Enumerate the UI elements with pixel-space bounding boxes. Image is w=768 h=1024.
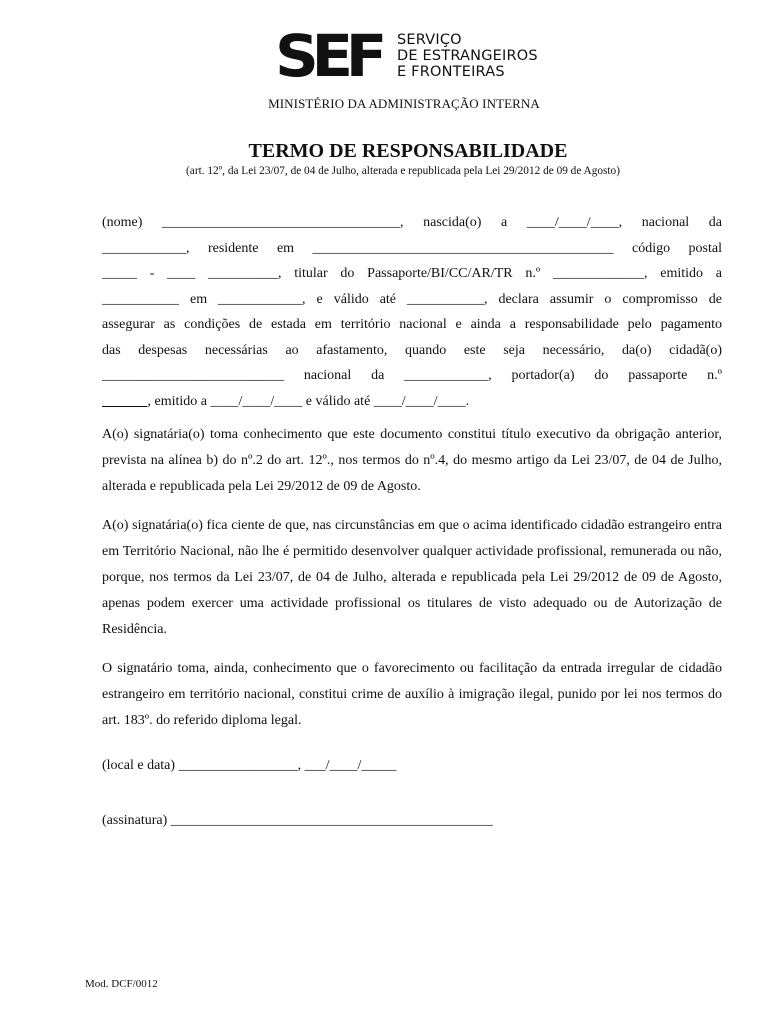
agency-line: SERVIÇO: [397, 32, 462, 48]
signature-field: (assinatura) ______________________________________________: [102, 813, 493, 828]
agency-line: E FRONTEIRAS: [397, 64, 505, 80]
agency-line: DE ESTRANGEIROS: [397, 48, 538, 64]
form-line-text: , emitido a ____/____/____ e válido até ____/____/____.: [147, 393, 470, 409]
paragraph-work-restriction: A(o) signatária(o) fica ciente de que, nas circunstâncias em que o acima identificado cidadão estrangeiro entra em Território Nacional, não lhe é permitido desenvolver qualquer actividade profissional, remunerada ou não, porque, nos termos da Lei 23/07, de 04 de Julho, alterada e republicada pela Lei 29/2012 de 09 de Agosto, apenas podem exercer uma actividade profissional os titulares de visto adequado ou de Autorização de Residência.: [102, 518, 722, 637]
paragraph-executive-title: A(o) signatária(o) toma conhecimento que este documento constitui título executivo da obrigação anterior, prevista na alínea b) do nº.2 do art. 12º., nos termos do nº.4, do mesmo artigo da Lei 23/07, de 04 de Julho, alterada e republicada pela Lei 29/2012 de 09 de Agosto.: [102, 427, 722, 494]
form-line: ____________, residente em ___________________________________________ código postal: [102, 240, 722, 256]
sef-logo-mark: SEF: [275, 22, 381, 90]
paragraph-illegal-immigration: O signatário toma, ainda, conhecimento que o favorecimento ou facilitação da entrada irregular de cidadão estrangeiro em território nacional, constitui crime de auxílio à imigração ilegal, punido por lei nos termos do art. 183º. do referido diploma legal.: [102, 661, 722, 728]
form-line: _____ - ____ __________, titular do Passaporte/BI/CC/AR/TR n.º _____________, emitido a: [102, 266, 722, 281]
ministry-heading: MINISTÉRIO DA ADMINISTRAÇÃO INTERNA: [268, 96, 540, 111]
passport-number-blank: [102, 394, 148, 409]
document-body: [102, 210, 722, 748]
document-title: TERMO DE RESPONSABILIDADE: [248, 140, 568, 162]
local-date-field: (local e data) _________________, ___/____/_____: [102, 758, 397, 773]
form-code: Mod. DCF/0012: [85, 978, 158, 990]
form-line: (nome) __________________________________, nascida(o) a ____/____/____, nacional da: [102, 215, 722, 230]
form-line: [102, 389, 722, 415]
declaration-form: [102, 210, 722, 414]
form-line: __________________________ nacional da ____________, portador(a) do passaporte n.º: [102, 368, 722, 383]
agency-name: [397, 32, 538, 80]
form-line: ___________ em ____________, e válido até ___________, declara assumir o compromisso de: [102, 291, 722, 307]
sef-logo: [275, 22, 538, 90]
legal-reference: (art. 12º, da Lei 23/07, de 04 de Julho, alterada e republicada pela Lei 29/2012 de 09 de Agosto): [186, 165, 620, 177]
form-line: das despesas necessárias ao afastamento, quando este seja necessário, da(o) cidadã(o): [102, 342, 722, 358]
form-line: assegurar as condições de estada em território nacional e ainda a responsabilidade pelo pagamento: [102, 317, 722, 332]
